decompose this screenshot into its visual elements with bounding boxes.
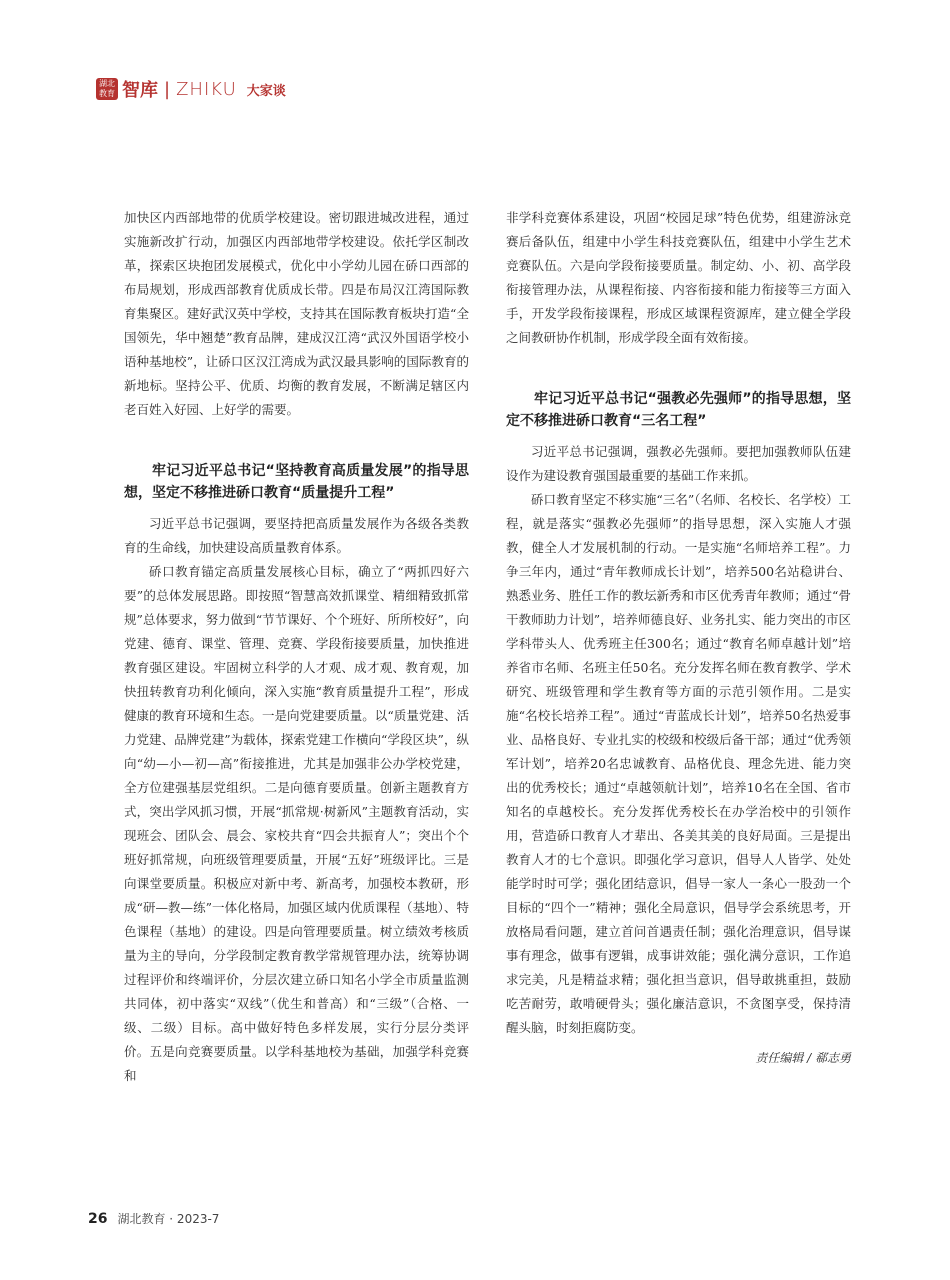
left-column — [124, 206, 469, 1088]
paragraph: 硚口教育坚定不移实施“三名”（名师、名校长、名学校）工程，就是落实“强教必先强师”的指导思想，深入实施人才强教，健全人才发展机制的行动。一是实施“名师培养工程”。力争三年内，通过“青年教师成长计划”，培养500名站稳讲台、熟悉业务、胜任工作的教坛新秀和市区优秀青年教师；通过“骨干教师助力计划”，培养师德良好、业务扎实、能力突出的市区学科带头人、优秀班主任300名；通过“教育名师卓越计划”培养省市名师、名班主任50名。充分发挥名师在教育教学、学术研究、班级管理和学生教育等方面的示范引领作用。二是实施“名校长培养工程”。通过“青蓝成长计划”，培养50名热爱事业、品格良好、专业扎实的校级和校级后备干部；通过“优秀领军计划”，培养20名忠诚教育、品格优良、理念先进、能力突出的优秀校长；通过“卓越领航计划”，培养10名在全国、省市知名的卓越校长。充分发挥优秀校长在办学治校中的引领作用，营造硚口教育人才辈出、各美其美的良好局面。三是提出教育人才的七个意识。即强化学习意识，倡导人人皆学、处处能学时时可学；强化团结意识，倡导一家人一条心一股劲一个目标的“四个一”精神；强化全局意识，倡导学会系统思考，开放格局看问题，建立首问首遇责任制；强化治理意识，倡导谋事有理念，做事有逻辑，成事讲效能；强化满分意识，工作追求完美，凡是精益求精；强化担当意识，倡导敢挑重担，鼓励吃苦耐劳，敢啃硬骨头；强化廉洁意识，不贪图享受，保持清醒头脑，时刻拒腐防变。 — [506, 492, 851, 1035]
paragraph: 硚口教育锚定高质量发展核心目标，确立了“两抓四好六要”的总体发展思路。即按照“智慧高效抓课堂、精细精致抓常规”总体要求，努力做到“节节课好、个个班好、所所校好”，向党建、德育、课堂、管理、竞赛、学段衔接要质量，加快推进教育强区建设。牢固树立科学的人才观、成才观、教育观，加快扭转教育功利化倾向，深入实施“教育质量提升工程”，形成健康的教育环境和生态。一是向党建要质量。以“质量党建、活力党建、品牌党建”为载体，探索党建工作横向“学段区块”，纵向“幼—小—初—高”衔接推进，尤其是加强非公办学校党建，全方位建强基层党组织。二是向德育要质量。创新主题教育方式，突出学风抓习惯，开展“抓常规·树新风”主题教育活动，实现班会、团队会、晨会、家校共育“四会共振育人”；突出个个班好抓常规，向班级管理要质量，开展“五好”班级评比。三是向课堂要质量。积极应对新中考、新高考，加强校本教研，形成“研—教—练”一体化格局，加强区域内优质课程（基地）、特色课程（基地）的建设。四是向管理要质量。树立绩效考核质量为主的导向，分学段制定教育教学常规管理办法，统筹协调过程评价和终端评价，分层次建立硚口知名小学全市质量监测共同体，初中落实“双线”（优生和普高）和“三级”（合格、一级、二级）目标。高中做好特色多样发展，实行分层分类评价。五是向竞赛要质量。以学科基地校为基础，加强学科竞赛和 — [124, 564, 469, 1083]
page-number: 26 — [88, 1211, 108, 1227]
section-label: 大家谈 — [246, 83, 286, 99]
journal-issue: 湖北教育 · 2023-7 — [117, 1212, 220, 1226]
page-footer — [88, 1210, 219, 1227]
paragraph: 习近平总书记强调，强教必先强师。要把加强教师队伍建设作为建设教育强国最重要的基础工作来抓。 — [506, 444, 851, 483]
section-heading: 牢记习近平总书记“强教必先强师”的指导思想，坚定不移推进硚口教育“三名工程” — [506, 391, 851, 429]
responsible-editor: 责任编辑 / 郗志勇 — [755, 1051, 851, 1065]
paragraph: 加快区内西部地带的优质学校建设。密切跟进城改进程，通过实施新改扩行动，加强区内西部地带学校建设。依托学区制改革，探索区块抱团发展模式，优化中小学幼儿园在硚口西部的布局规划，形成西部教育优质成长带。四是布局汉江湾国际教育集聚区。建好武汉英中学校，支持其在国际教育板块打造“全国领先，华中翘楚”教育品牌，建成汉江湾“武汉外国语学校小语种基地校”，让硚口区汉江湾成为武汉最具影响的国际教育的新地标。坚持公平、优质、均衡的教育发展，不断满足辖区内老百姓入好园、上好学的需要。 — [124, 210, 469, 417]
brand-english: ZHIKU — [176, 78, 237, 100]
paragraph: 非学科竞赛体系建设，巩固“校园足球”特色优势，组建游泳竞赛后备队伍，组建中小学生科技竞赛队伍，组建中小学生艺术竞赛队伍。六是向学段衔接要质量。制定幼、小、初、高学段衔接管理办法，从课程衔接、内容衔接和能力衔接等三方面入手，开发学段衔接课程，形成区域课程资源库，建立健全学段之间教研协作机制，形成学段全面有效衔接。 — [506, 210, 851, 345]
journal-logo-seal: 湖北教育 — [96, 78, 118, 100]
brand-chinese: 智库 — [122, 80, 158, 101]
right-column — [506, 206, 851, 1070]
page-header — [96, 76, 286, 102]
paragraph: 习近平总书记强调，要坚持把高质量发展作为各级各类教育的生命线，加快建设高质量教育体系。 — [124, 516, 469, 555]
section-heading: 牢记习近平总书记“坚持教育高质量发展”的指导思想，坚定不移推进硚口教育“质量提升工程” — [124, 463, 469, 501]
brand-separator: | — [164, 78, 171, 100]
